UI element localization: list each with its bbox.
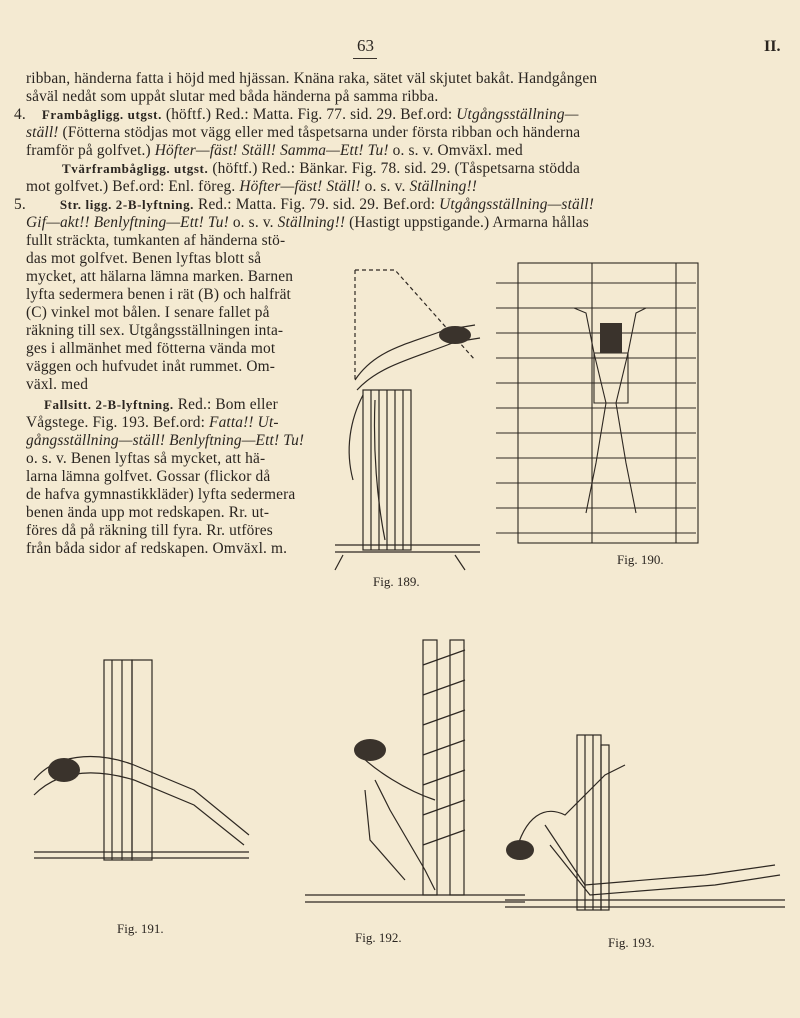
- column-line: benen ända upp mot redskapen. Rr. ut-: [26, 504, 270, 521]
- text-line: ribban, händerna fatta i höjd med hjässan. Knäna raka, sätet väl skjutet bakåt. Handgången: [26, 70, 598, 87]
- fig190-caption: Fig. 190.: [617, 552, 664, 567]
- fig191-illustration: [34, 660, 254, 860]
- text-line: såväl nedåt som uppåt slutar med båda händerna på samma ribba.: [26, 88, 439, 105]
- column-line: föres då på räkning till fyra. Rr. utföres: [26, 522, 273, 539]
- fig193-illustration: [505, 735, 790, 915]
- column-line: das mot golfvet. Benen lyftas blott så: [26, 250, 262, 267]
- text-line: mot golfvet.) Bef.ord: Enl. föreg. Höfter—fäst! Ställ! o. s. v. Ställning!!: [26, 178, 477, 195]
- fig192-illustration: [305, 640, 525, 915]
- column-line: lyfta sedermera benen i rät (B) och halfrät: [26, 286, 291, 303]
- text-line: 4. Frambågligg. utgst. (höftf.) Red.: Matta. Fig. 77. sid. 29. Bef.ord: Utgångsställning—: [14, 106, 579, 123]
- text-line: ställ! (Fötterna stödjas mot vägg eller med tåspetsarna under första ribban och händerna: [26, 124, 581, 141]
- fig193-caption: Fig. 193.: [608, 935, 655, 950]
- text-line: framför på golfvet.) Höfter—fäst! Ställ! Samma—Ett! Tu! o. s. v. Omväxl. med: [26, 142, 523, 159]
- column-line: larna lämna golfvet. Gossar (flickor då: [26, 468, 271, 485]
- page-number: 63: [357, 36, 374, 55]
- fig191-caption: Fig. 191.: [117, 921, 164, 936]
- column-line: Vågstege. Fig. 193. Bef.ord: Fatta!! Ut-: [26, 414, 279, 431]
- text-line: Tvärframbågligg. utgst. (höftf.) Red.: Bänkar. Fig. 78. sid. 29. (Tåspetsarna stödda: [62, 160, 580, 177]
- signature-mark: II.: [764, 38, 781, 55]
- column-line: ges i allmänhet med fötterna vända mot: [26, 340, 276, 357]
- column-line: fullt sträckta, tumkanten af händerna stö-: [26, 232, 286, 249]
- fig190-illustration: [496, 263, 696, 548]
- column-line: de hafva gymnastikkläder) lyfta sedermera: [26, 486, 296, 503]
- column-line: gångsställning—ställ! Benlyftning—Ett! Tu!: [26, 432, 305, 449]
- column-line: (C) vinkel mot bålen. I senare fallet på: [26, 304, 270, 321]
- column-line: räkning till sex. Utgångsställningen inta-: [26, 322, 284, 339]
- column-line: växl. med: [26, 376, 89, 393]
- fig192-caption: Fig. 192.: [355, 930, 402, 945]
- column-line: väggen och hufvudet inåt rummet. Om-: [26, 358, 276, 375]
- page-number-rule: [353, 58, 377, 59]
- fig189-illustration: [335, 250, 485, 570]
- fig189-caption: Fig. 189.: [373, 574, 420, 589]
- column-line: mycket, att hälarna lämna marken. Barnen: [26, 268, 294, 285]
- column-line: Fallsitt. 2-B-lyftning. Red.: Bom eller: [44, 396, 278, 413]
- column-line: från båda sidor af redskapen. Omväxl. m.: [26, 540, 288, 557]
- text-line: 5. Str. ligg. 2-B-lyftning. Red.: Matta. Fig. 79. sid. 29. Bef.ord: Utgångsställning—ställ!: [14, 196, 594, 213]
- column-line: o. s. v. Benen lyftas så mycket, att hä-: [26, 450, 266, 467]
- text-line: Gif—akt!! Benlyftning—Ett! Tu! o. s. v. Ställning!! (Hastigt uppstigande.) Armarna hållas: [26, 214, 589, 231]
